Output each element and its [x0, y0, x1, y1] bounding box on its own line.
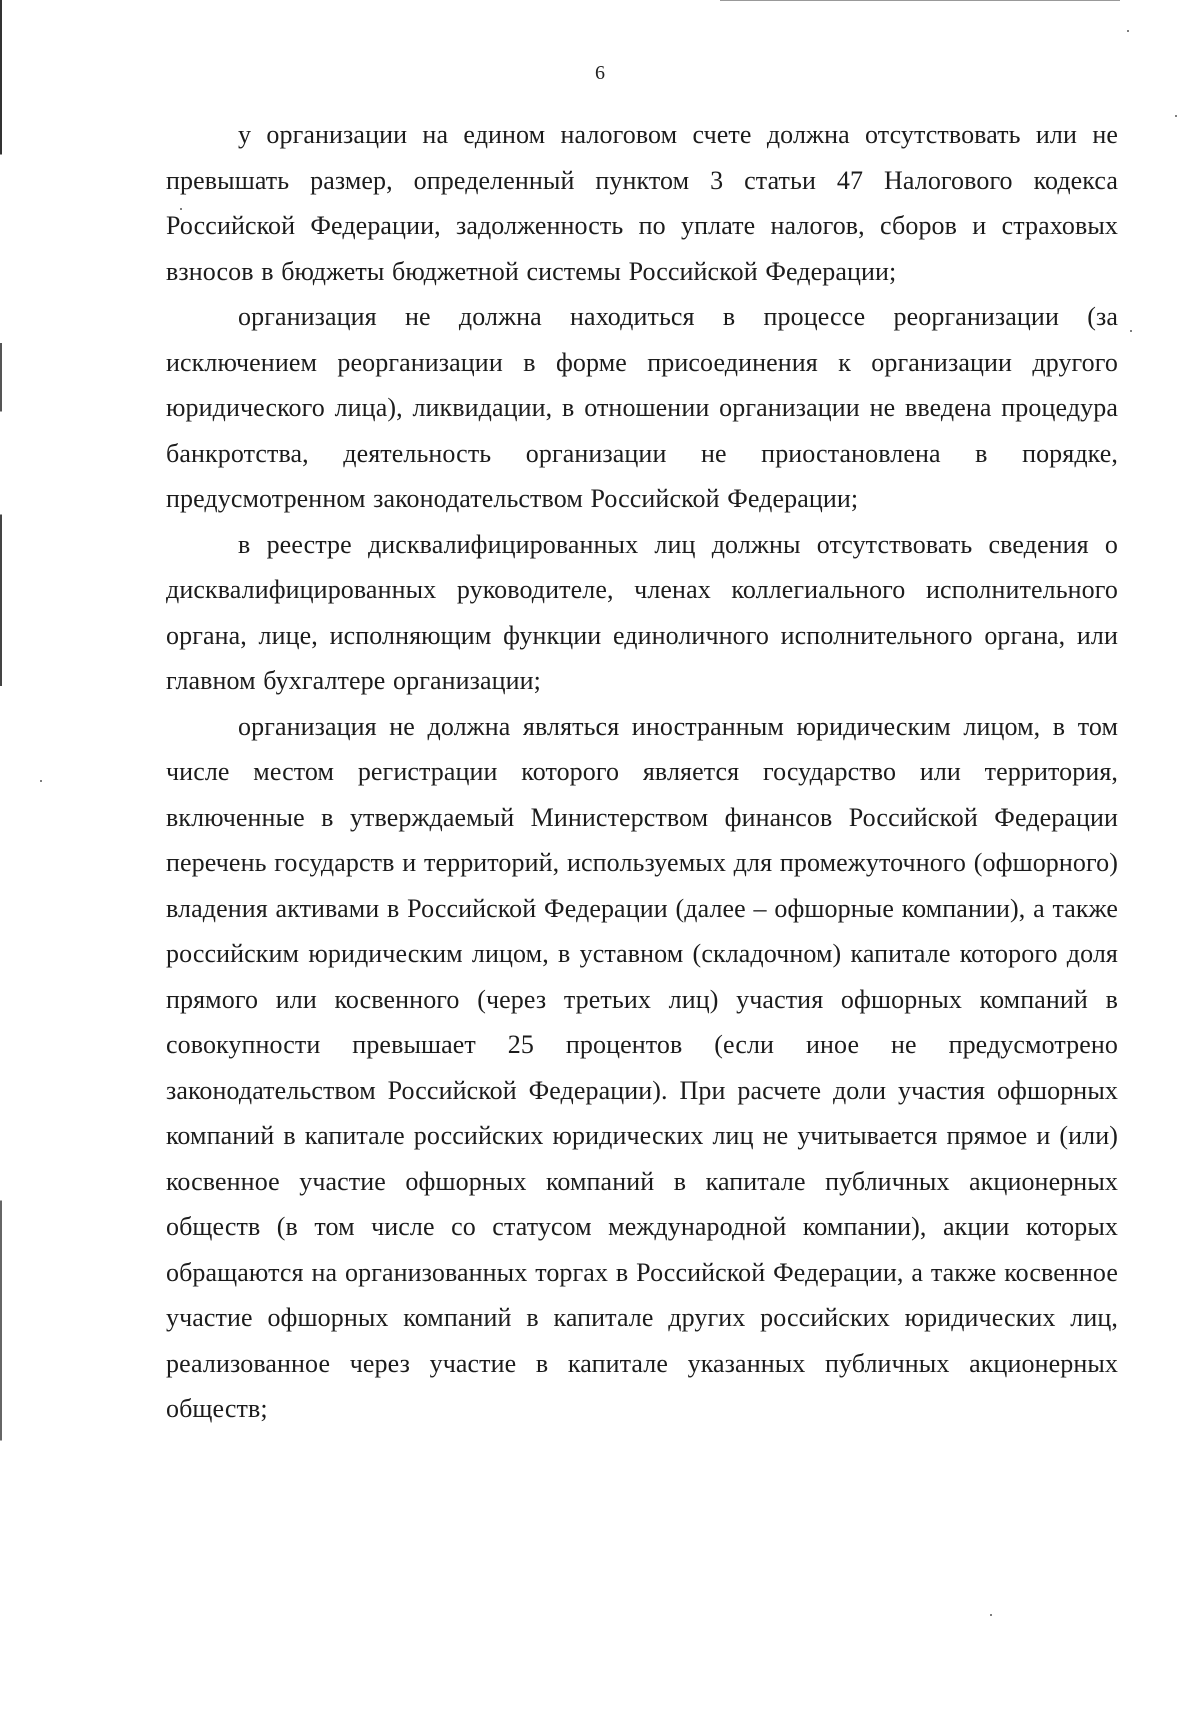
scan-top-edge [720, 0, 1120, 1]
scan-speck [1127, 30, 1129, 32]
scan-speck [1175, 115, 1177, 117]
scan-left-edge [0, 0, 2, 1715]
document-body [166, 112, 1118, 1432]
scan-speck [1130, 330, 1132, 332]
paragraph-reorganization: организация не должна находиться в процессе реорганизации (за исключением реорганизации в форме присоединения к организации другого юридического лица), ликвидации, в отношении организации не введена процедура банкротства, деятельность организации не приостановлена в порядке, предусмотренном законодательством Российской Федерации; [166, 302, 1118, 513]
scan-speck [990, 1614, 992, 1616]
page-number: 6 [595, 62, 605, 84]
paragraph-disqualified-persons: в реестре дисквалифицированных лиц должны отсутствовать сведения о дисквалифицированных руководителе, членах коллегиального исполнительного органа, лице, исполняющим функции единоличного исполнительного органа, или главном бухгалтере организации; [166, 529, 1118, 695]
paragraph-tax-debt: у организации на едином налоговом счете должна отсутствовать или не превышать размер, определенный пунктом 3 статьи 47 Налогового кодекса Российской Федерации, задолженность по уплате налогов, сборов и страховых взносов в бюджеты бюджетной системы Российской Федерации; [166, 120, 1118, 286]
scan-speck [40, 780, 42, 782]
paragraph-offshore-companies: организация не должна являться иностранным юридическим лицом, в том числе местом регистрации которого является государство или территория, включенные в утверждаемый Министерством финансов Российской Федерации перечень государств и территорий, используемых для промежуточного (офшорного) владения активами в Российской Федерации (далее – офшорные компании), а также российским юридическим лицом, в уставном (складочном) капитале которого доля прямого или косвенного (через третьих лиц) участия офшорных компаний в совокупности превышает 25 процентов (если иное не предусмотрено законодательством Российской Федерации). При расчете доли участия офшорных компаний в капитале российских юридических лиц не учитывается прямое и (или) косвенное участие офшорных компаний в капитале публичных акционерных обществ (в том числе со статусом международной компании), акции которых обращаются на организованных торгах в Российской Федерации, а также косвенное участие офшорных компаний в капитале других российских юридических лиц, реализованное через участие в капитале указанных публичных акционерных обществ; [166, 711, 1118, 1423]
scan-speck [180, 208, 182, 210]
